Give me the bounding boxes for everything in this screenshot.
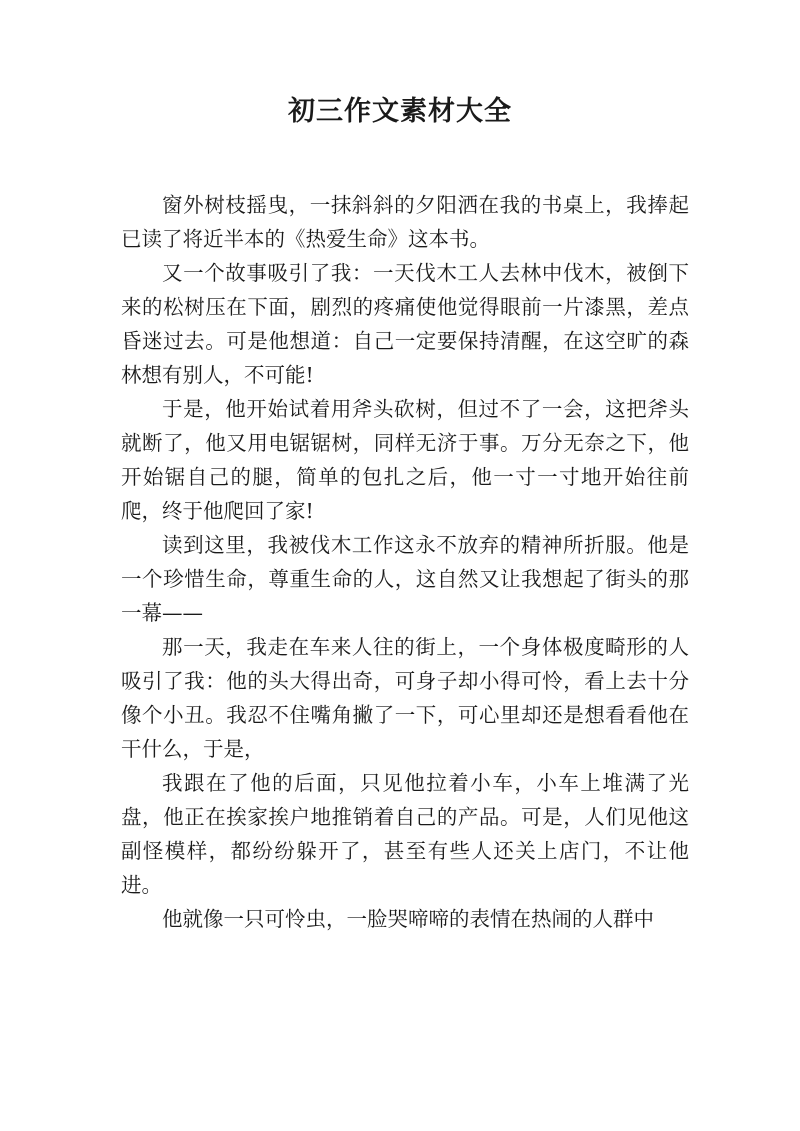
paragraph: 他就像一只可怜虫，一脸哭啼啼的表情在热闹的人群中	[162, 907, 654, 931]
paragraph: 窗外树枝摇曳，一抹斜斜的夕阳洒在我的书桌上，我捧起已读了将近半本的《热爱生命》这本书。	[121, 193, 689, 251]
document-title: 初三作文素材大全	[288, 96, 512, 127]
paragraph: 读到这里，我被伐木工作这永不放弃的精神所折服。他是一个珍惜生命，尊重生命的人，这自然又让我想起了街头的那一幕——	[121, 533, 689, 625]
paragraph: 于是，他开始试着用斧头砍树，但过不了一会，这把斧头就断了，他又用电锯锯树，同样无济于事。万分无奈之下，他开始锯自己的腿，简单的包扎之后，他一寸一寸地开始往前爬，终于他爬回了家!	[121, 397, 689, 523]
paragraph: 又一个故事吸引了我：一天伐木工人去林中伐木，被倒下来的松树压在下面，剧烈的疼痛使他觉得眼前一片漆黑，差点昏迷过去。可是他想道：自己一定要保持清醒，在这空旷的森林想有别人，不可能!	[121, 261, 689, 387]
paragraph: 那一天，我走在车来人往的街上，一个身体极度畸形的人吸引了我：他的头大得出奇，可身子却小得可怜，看上去十分像个小丑。我忍不住嘴角撇了一下，可心里却还是想看看他在干什么，于是，	[121, 635, 689, 761]
document-body	[121, 188, 689, 936]
paragraph: 我跟在了他的后面，只见他拉着小车，小车上堆满了光盘，他正在挨家挨户地推销着自己的产品。可是，人们见他这副怪模样，都纷纷躲开了，甚至有些人还关上店门，不让他进。	[121, 771, 689, 897]
